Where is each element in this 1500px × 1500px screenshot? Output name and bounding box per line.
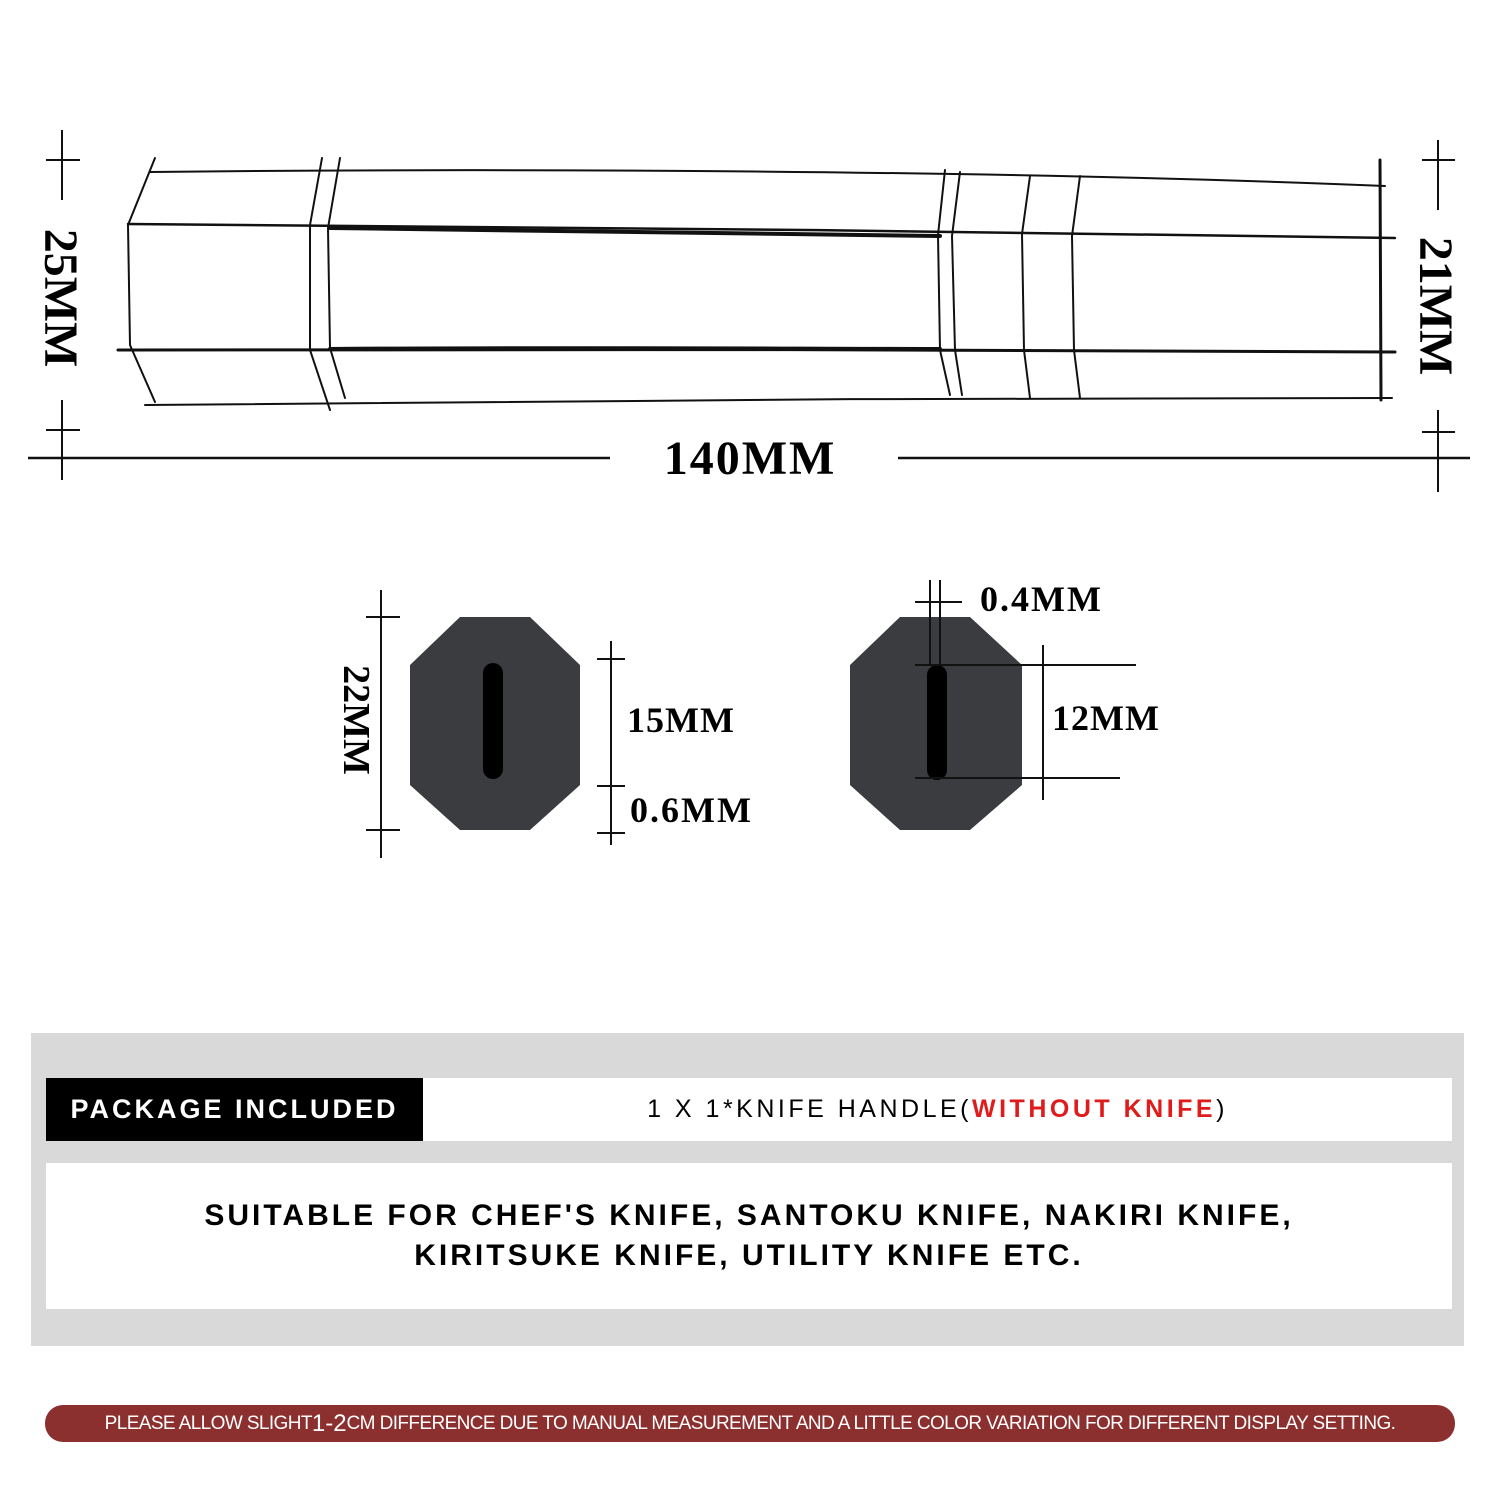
package-value-prefix: 1 X 1*KNIFE HANDLE( bbox=[647, 1095, 972, 1123]
cap-front-slot bbox=[483, 663, 503, 779]
package-included-label: PACKAGE INCLUDED bbox=[46, 1078, 423, 1141]
notice-part-2: CM DIFFERENCE DUE TO MANUAL MEASUREMENT AND A LITTLE COLOR VARIATION FOR DIFFERENT DISPLAY SETTING. bbox=[346, 1412, 1396, 1434]
slot-width-label: 0.6MM bbox=[630, 790, 753, 830]
handle-sketch bbox=[118, 158, 1395, 410]
package-included-value bbox=[423, 1078, 1452, 1141]
measurement-notice-bar bbox=[45, 1405, 1455, 1442]
package-value-suffix: ) bbox=[1216, 1095, 1228, 1123]
notice-part-1: PLEASE ALLOW SLIGHT bbox=[104, 1412, 312, 1434]
cap-height-label: 22MM bbox=[335, 665, 377, 775]
cap-back-view bbox=[850, 617, 1022, 830]
package-value-highlight: WITHOUT KNIFE bbox=[972, 1095, 1217, 1123]
package-section bbox=[31, 1033, 1464, 1346]
package-row bbox=[46, 1078, 1452, 1141]
suitable-line-1: SUITABLE FOR CHEF'S KNIFE, SANTOKU KNIFE, NAKIRI KNIFE, bbox=[204, 1199, 1294, 1232]
suitable-for-box bbox=[46, 1163, 1452, 1309]
slot-length-back-label: 12MM bbox=[1052, 698, 1160, 738]
suitable-line-2: KIRITSUKE KNIFE, UTILITY KNIFE ETC. bbox=[414, 1239, 1084, 1272]
length-label: 140MM bbox=[663, 432, 837, 485]
slot-width-back-label: 0.4MM bbox=[980, 579, 1103, 619]
right-height-label: 21MM bbox=[1409, 236, 1462, 376]
left-height-label: 25MM bbox=[34, 228, 87, 368]
cap-back-slot bbox=[927, 665, 947, 780]
slot-length-label: 15MM bbox=[627, 700, 735, 740]
notice-emphasis: 1-2 bbox=[311, 1409, 347, 1437]
cap-front-view bbox=[410, 617, 580, 830]
